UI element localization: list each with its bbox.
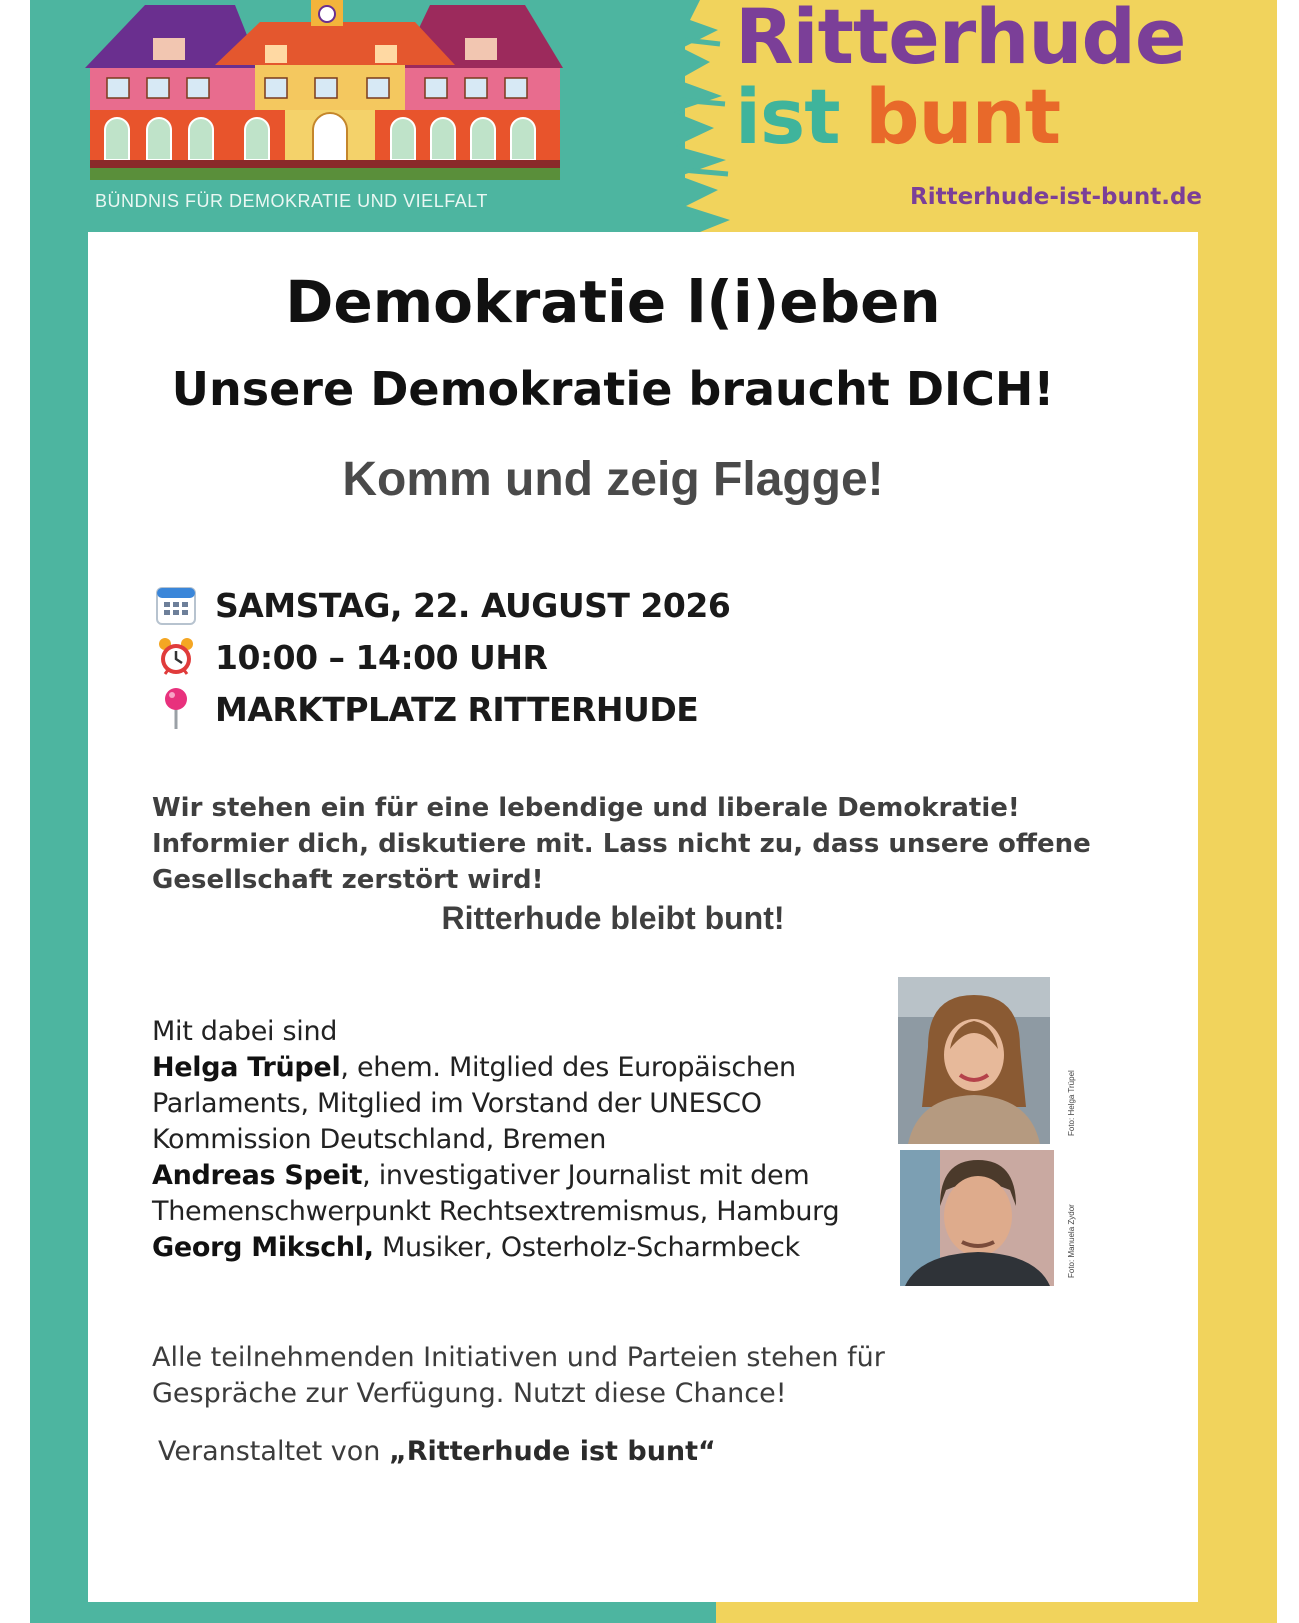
organizer-prefix: Veranstaltet von xyxy=(158,1436,390,1467)
alarm-clock-icon xyxy=(155,634,203,680)
headline-call: Komm und zeig Flagge! xyxy=(342,453,884,506)
website-link[interactable]: Ritterhude-ist-bunt.de xyxy=(910,184,1203,210)
event-place: MARKTPLATZ RITTERHUDE xyxy=(215,689,699,729)
calendar-icon xyxy=(155,582,203,628)
closing-line: Alle teilnehmenden Initiativen und Parteien stehen für xyxy=(152,1342,885,1373)
participant-andreas xyxy=(152,1158,912,1194)
brand-word-bunt: bunt xyxy=(865,72,1061,161)
organizer-line xyxy=(158,1436,716,1467)
headline-title: Demokratie l(i)eben xyxy=(285,268,941,336)
participant-name: Helga Trüpel xyxy=(152,1052,341,1083)
closing-text xyxy=(152,1340,1052,1412)
statement-line: Gesellschaft zerstört wird! xyxy=(152,865,544,895)
bottom-strip xyxy=(30,1602,1277,1623)
participant-desc: Themenschwerpunkt Rechtsextremismus, Hamburg xyxy=(152,1196,840,1227)
participants-list xyxy=(152,1014,912,1266)
headline-subtitle: Unsere Demokratie braucht DICH! xyxy=(171,362,1055,416)
brush-stroke xyxy=(630,0,740,232)
participant-desc: Musiker, Osterholz-Scharmbeck xyxy=(373,1232,800,1263)
photo-credit-andreas: Foto: Manuela Zydor xyxy=(1067,1204,1076,1278)
town-hall-illustration xyxy=(85,0,575,185)
organizer-name: „Ritterhude ist bunt“ xyxy=(389,1436,716,1467)
participant-helga xyxy=(152,1050,912,1086)
brand-word-ist: ist xyxy=(735,72,840,161)
event-time-row xyxy=(155,634,547,680)
participant-georg xyxy=(152,1230,912,1266)
statement-line: Informier dich, diskutiere mit. Lass nicht zu, dass unsere offene xyxy=(152,829,1091,859)
closing-line: Gespräche zur Verfügung. Nutzt diese Chance! xyxy=(152,1378,787,1409)
statement-text xyxy=(152,790,1112,898)
slogan: Ritterhude bleibt bunt! xyxy=(441,900,785,936)
event-date-row xyxy=(155,582,730,628)
event-date: SAMSTAG, 22. AUGUST 2026 xyxy=(215,585,731,625)
brand-title-line2 xyxy=(735,72,1060,161)
participants-intro: Mit dabei sind xyxy=(152,1016,338,1047)
alliance-tagline: BÜNDNIS FÜR DEMOKRATIE UND VIELFALT xyxy=(95,191,488,211)
statement-line: Wir stehen ein für eine lebendige und liberale Demokratie! xyxy=(152,793,1020,823)
participant-desc: , ehem. Mitglied des Europäischen xyxy=(340,1052,796,1083)
brand-title-line1: Ritterhude xyxy=(735,0,1186,81)
participant-desc: Kommission Deutschland, Bremen xyxy=(152,1124,607,1155)
photo-andreas-speit xyxy=(900,1150,1054,1286)
map-pin-icon xyxy=(155,686,203,732)
photo-helga-truepel xyxy=(898,977,1050,1144)
event-time: 10:00 – 14:00 UHR xyxy=(215,637,548,677)
photo-credit-helga: Foto: Helga Trüpel xyxy=(1067,1070,1076,1136)
participant-name: Georg Mikschl, xyxy=(152,1232,374,1263)
participant-name: Andreas Speit xyxy=(152,1160,363,1191)
event-place-row xyxy=(155,686,698,732)
participant-desc: , investigativer Journalist mit dem xyxy=(362,1160,810,1191)
participant-desc: Parlaments, Mitglied im Vorstand der UNESCO xyxy=(152,1088,762,1119)
